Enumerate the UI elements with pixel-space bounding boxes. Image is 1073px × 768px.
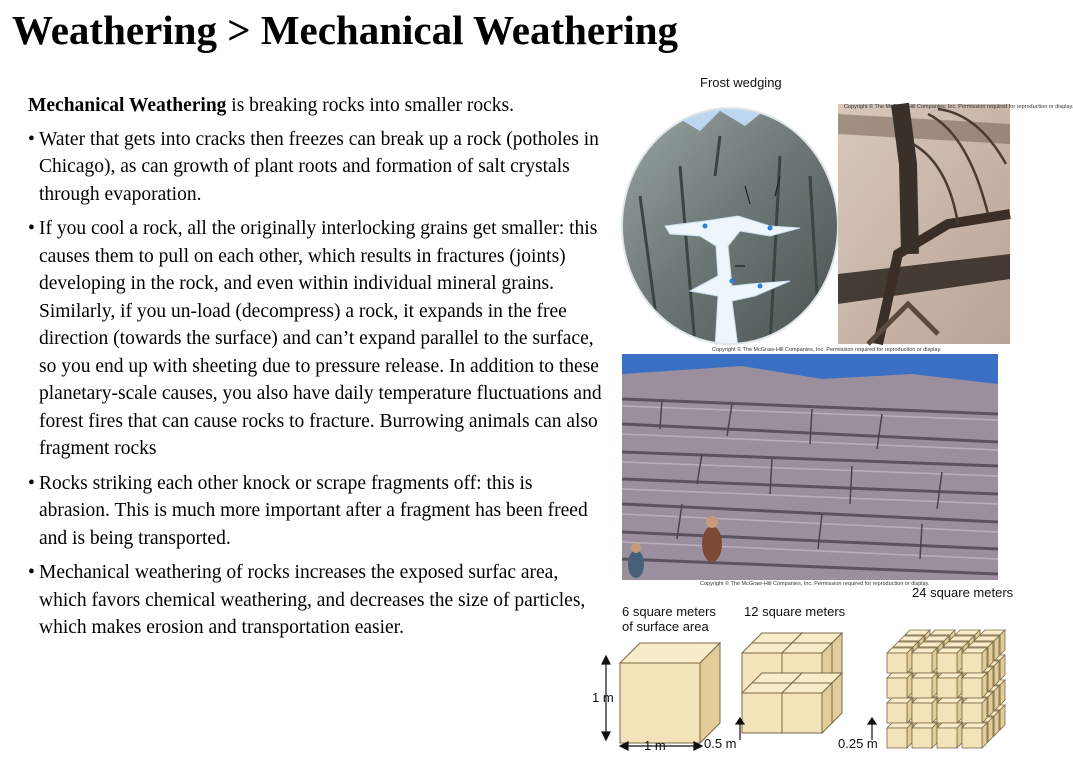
dim-1m-side: 1 m [592, 690, 614, 705]
bullet-text: Mechanical weathering of rocks increases the exposed surfac area, which favors chemical weathering, and decreases the size of particles, which makes erosion and transportation easier. [39, 562, 586, 638]
small-cube [962, 698, 987, 723]
intro-rest: is breaking rocks into smaller rocks. [226, 95, 514, 116]
intro-bold: Mechanical Weathering [28, 95, 227, 116]
bullet-item [28, 215, 608, 463]
dim-0-5m: 0.5 m [704, 736, 737, 751]
slide-title: Weathering > Mechanical Weathering [12, 7, 679, 53]
small-cube [887, 723, 912, 748]
label-surface-area: of surface area [622, 619, 709, 634]
small-cube [912, 648, 937, 673]
small-cube [937, 648, 962, 673]
small-cube [937, 698, 962, 723]
bullet-dot: • [28, 128, 35, 150]
small-cube [887, 673, 912, 698]
small-cube [962, 673, 987, 698]
small-cube [887, 698, 912, 723]
small-cube [912, 673, 937, 698]
label-6-square-meters: 6 square meters [622, 604, 716, 619]
bullet-dot: • [28, 472, 35, 494]
photo-copyright: Copyright © The McGraw-Hill Companies, Inc. Permission required for reproduction or display. [844, 104, 1073, 110]
dim-0-25m: 0.25 m [838, 736, 878, 751]
photo-copyright: Copyright © The McGraw-Hill Companies, Inc. Permission required for reproduction or display. [712, 347, 942, 353]
bullet-item [28, 126, 608, 209]
bullet-dot: • [28, 218, 35, 239]
body-text [28, 92, 608, 649]
bullet-text: If you cool a rock, all the originally interlocking grains get smaller: this causes them to pull on each other, which results in fractures (joints) developing in the rock, and even within individual mineral grains. Similarly, if you un-load (decompress) a rock, it expands in the free direction (towards the surface) and can’t expand parallel to the surface, so you end up with sheeting due to pressure release. In addition to these planetary-scale causes, you also have daily temperature fluctuations and forest fires that can cause rocks to fracture. Burrowing animals can also fragment rocks [39, 218, 602, 459]
small-cube [912, 698, 937, 723]
label-24-square-meters: 24 square meters [912, 585, 1014, 600]
small-cube [962, 723, 987, 748]
frost-wedging-label: Frost wedging [700, 75, 782, 90]
small-cube [937, 673, 962, 698]
dim-1m-bottom: 1 m [644, 738, 666, 753]
bullet-text: Rocks striking each other knock or scrape fragments off: this is abrasion. This is much more important after a fragment has been freed and is being transported. [39, 472, 588, 549]
frost-wedging-figure [620, 76, 840, 348]
small-cube [912, 723, 937, 748]
small-cube [887, 648, 912, 673]
small-cube [962, 648, 987, 673]
label-12-square-meters: 12 square meters [744, 604, 846, 619]
small-cube [937, 723, 962, 748]
bullet-dot: • [28, 562, 35, 583]
sheeting-rock-photo [622, 354, 998, 580]
intro-paragraph [28, 92, 608, 120]
bullet-text: Water that gets into cracks then freezes can break up a rock (potholes in Chicago), as can growth of plant roots and formation of salt crystals through evaporation. [39, 128, 599, 205]
photo-copyright: Copyright © The McGraw-Hill Companies, Inc. Permission required for reproduction or display. [700, 581, 930, 587]
bullet-item [28, 470, 608, 553]
cube-surface-area-diagram [592, 585, 1024, 768]
tree-roots-photo [838, 104, 1073, 344]
bullet-item [28, 559, 608, 642]
